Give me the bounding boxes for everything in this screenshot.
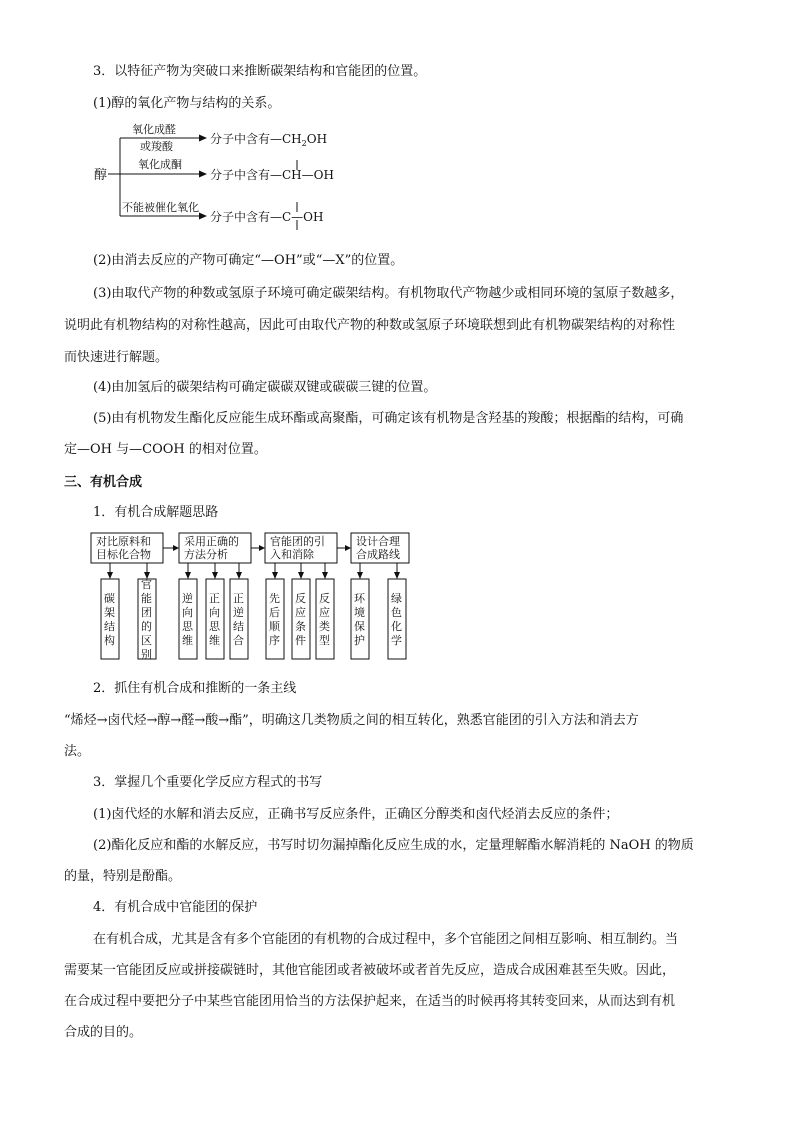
flow-bottom-box-text: 能 xyxy=(141,592,152,605)
flow-bottom-box-text: 绿 xyxy=(391,592,402,605)
flow-bottom-box-text: 色 xyxy=(391,606,402,619)
sub4-line2: 需要某一官能团反应或拼接碳链时，其他官能团或者被破坏或者首先反应，造成合成困难甚至失败。因此， xyxy=(64,963,676,978)
flow-bottom-box-text: 向 xyxy=(182,606,193,619)
section-title-organic-synthesis: 三、有机合成 xyxy=(64,475,143,490)
synthesis-flow-diagram xyxy=(88,530,418,662)
flow-top-box-text: 方法分析 xyxy=(184,548,228,561)
flow-bottom-box-text: 架 xyxy=(104,606,115,619)
sub-heading-2: 2．抓住有机合成和推断的一条主线 xyxy=(93,681,297,696)
flow-bottom-box-text: 思 xyxy=(209,620,220,633)
flow-bottom-box-text: 区 xyxy=(141,634,152,647)
sub-heading-4: 4．有机合成中官能团的保护 xyxy=(93,900,258,915)
para-3-line1: (3)由取代产物的种数或氢原子环境可确定碳架结构。有机物取代产物越少或相同环境的氢原子数越多， xyxy=(93,286,684,301)
flow-bottom-box-text: 思 xyxy=(182,620,193,633)
para-4: (4)由加氢后的碳架结构可确定碳碳双键或碳碳三键的位置。 xyxy=(93,380,437,395)
flow-bottom-box-text: 护 xyxy=(354,634,365,647)
flow-bottom-box-text: 团 xyxy=(141,606,152,619)
flow-bottom-box-text: 环 xyxy=(354,592,365,605)
sub3-item2-line1: (2)酯化反应和酯的水解反应，书写时切勿漏掉酯化反应生成的水，定量理解酯水解消耗的 NaOH 的物质 xyxy=(93,838,694,853)
alcohol-label: 醇 xyxy=(94,168,108,183)
flow-bottom-box-text: 结 xyxy=(233,620,244,633)
flow-bottom-box-text: 的 xyxy=(141,620,152,633)
flow-bottom-box-text: 件 xyxy=(295,634,306,647)
sub-heading-3: 3．掌握几个重要化学反应方程式的书写 xyxy=(93,775,323,790)
flow-bottom-box-text: 结 xyxy=(104,620,115,633)
branch1-label-bottom: 或羧酸 xyxy=(140,140,173,153)
flow-bottom-box-text: 化 xyxy=(391,620,402,633)
flow-bottom-box-text: 应 xyxy=(295,606,306,619)
branch2-result: 分子中含有—CH—OH xyxy=(210,168,334,182)
subsection-alcohol: (1)醇的氧化产物与结构的关系。 xyxy=(93,96,281,111)
flow-bottom-box-text: 先 xyxy=(269,592,280,605)
para-5-line1: (5)由有机物发生酯化反应能生成环酯或高聚酯，可确定该有机物是含羟基的羧酸；根据酯的结构，可确 xyxy=(93,411,684,426)
flow-bottom-box-text: 型 xyxy=(319,634,330,647)
flow-top-box-text: 对比原料和 xyxy=(96,535,151,548)
flow-top-box-text: 官能团的引 xyxy=(270,535,325,548)
branch3-result: 分子中含有—C—OH xyxy=(210,210,324,224)
para-3-line2: 说明此有机物结构的对称性越高，因此可由取代产物的种数或氢原子环境联想到此有机物碳架结构的对称性 xyxy=(64,318,676,333)
flow-bottom-box-text: 正 xyxy=(233,592,244,605)
sub4-line1: 在有机合成，尤其是含有多个官能团的有机物的合成过程中，多个官能团之间相互影响、相互制约。当 xyxy=(93,932,679,947)
flow-bottom-box-text: 构 xyxy=(104,634,115,647)
flow-bottom-box-text: 维 xyxy=(182,634,193,647)
flow-top-box-text: 设计合理 xyxy=(356,535,400,548)
flow-top-box-text: 采用正确的 xyxy=(184,535,239,548)
flow-bottom-box-text: 逆 xyxy=(182,592,193,605)
flow-bottom-box-text: 向 xyxy=(209,606,220,619)
para-5-line2: 定—OH 与—COOH 的相对位置。 xyxy=(64,442,267,457)
subsection-elimination: (2)由消去反应的产物可确定“—OH”或“—X”的位置。 xyxy=(93,253,404,268)
flow-bottom-box-text: 碳 xyxy=(104,592,115,605)
branch3-label: 不能被催化氧化 xyxy=(122,201,199,214)
sub2-line1: “烯烃→卤代烃→醇→醛→酸→酯”，明确这几类物质之间的相互转化，熟悉官能团的引入方法和消去方 xyxy=(64,713,639,728)
flow-bottom-box-text: 正 xyxy=(209,592,220,605)
flow-bottom-box-text: 类 xyxy=(319,620,330,633)
sub-heading-1: 1．有机合成解题思路 xyxy=(93,505,219,520)
flow-bottom-box-text: 应 xyxy=(319,606,330,619)
sub2-line2: 法。 xyxy=(64,744,91,759)
flow-bottom-box-text: 学 xyxy=(391,634,402,647)
flow-bottom-box-text: 维 xyxy=(209,634,220,647)
flow-bottom-box-text: 合 xyxy=(233,634,244,647)
sub4-line3: 在合成过程中要把分子中某些官能团用恰当的方法保护起来，在适当的时候再将其转变回来，从而达到有机 xyxy=(64,994,676,1009)
flow-bottom-box-text: 反 xyxy=(319,592,330,605)
flow-bottom-box-text: 后 xyxy=(269,606,280,619)
flow-bottom-box-text: 顺 xyxy=(269,620,280,633)
para-3-line3: 而快速进行解题。 xyxy=(64,350,169,365)
branch1-label-top: 氧化成醛 xyxy=(132,123,176,136)
flow-bottom-box-text: 官 xyxy=(141,578,152,591)
flow-bottom-box-text: 境 xyxy=(354,606,365,619)
sub3-item1: (1)卤代烃的水解和消去反应，正确书写反应条件，正确区分醇类和卤代烃消去反应的条件； xyxy=(93,807,619,822)
section-heading-3: 3．以特征产物为突破口来推断碳架结构和官能团的位置。 xyxy=(93,64,427,79)
flow-bottom-box-text: 条 xyxy=(295,620,306,633)
alcohol-oxidation-diagram xyxy=(90,118,360,233)
flow-bottom-box-text: 别 xyxy=(141,648,152,661)
flow-bottom-box-text: 保 xyxy=(354,620,365,633)
branch2-label: 氧化成酮 xyxy=(138,158,182,171)
flow-top-box-text: 合成路线 xyxy=(356,548,400,561)
flow-bottom-box-text: 序 xyxy=(269,634,280,647)
flow-bottom-box-text: 逆 xyxy=(233,606,244,619)
flow-top-box-text: 入和消除 xyxy=(270,548,314,561)
flow-top-box-text: 目标化合物 xyxy=(96,548,151,561)
sub3-item2-line2: 的量，特别是酚酯。 xyxy=(64,869,182,884)
branch1-result: 分子中含有$—CH_2OH$ xyxy=(210,132,328,148)
flow-bottom-box-text: 反 xyxy=(295,592,306,605)
sub4-line4: 合成的目的。 xyxy=(64,1025,143,1040)
